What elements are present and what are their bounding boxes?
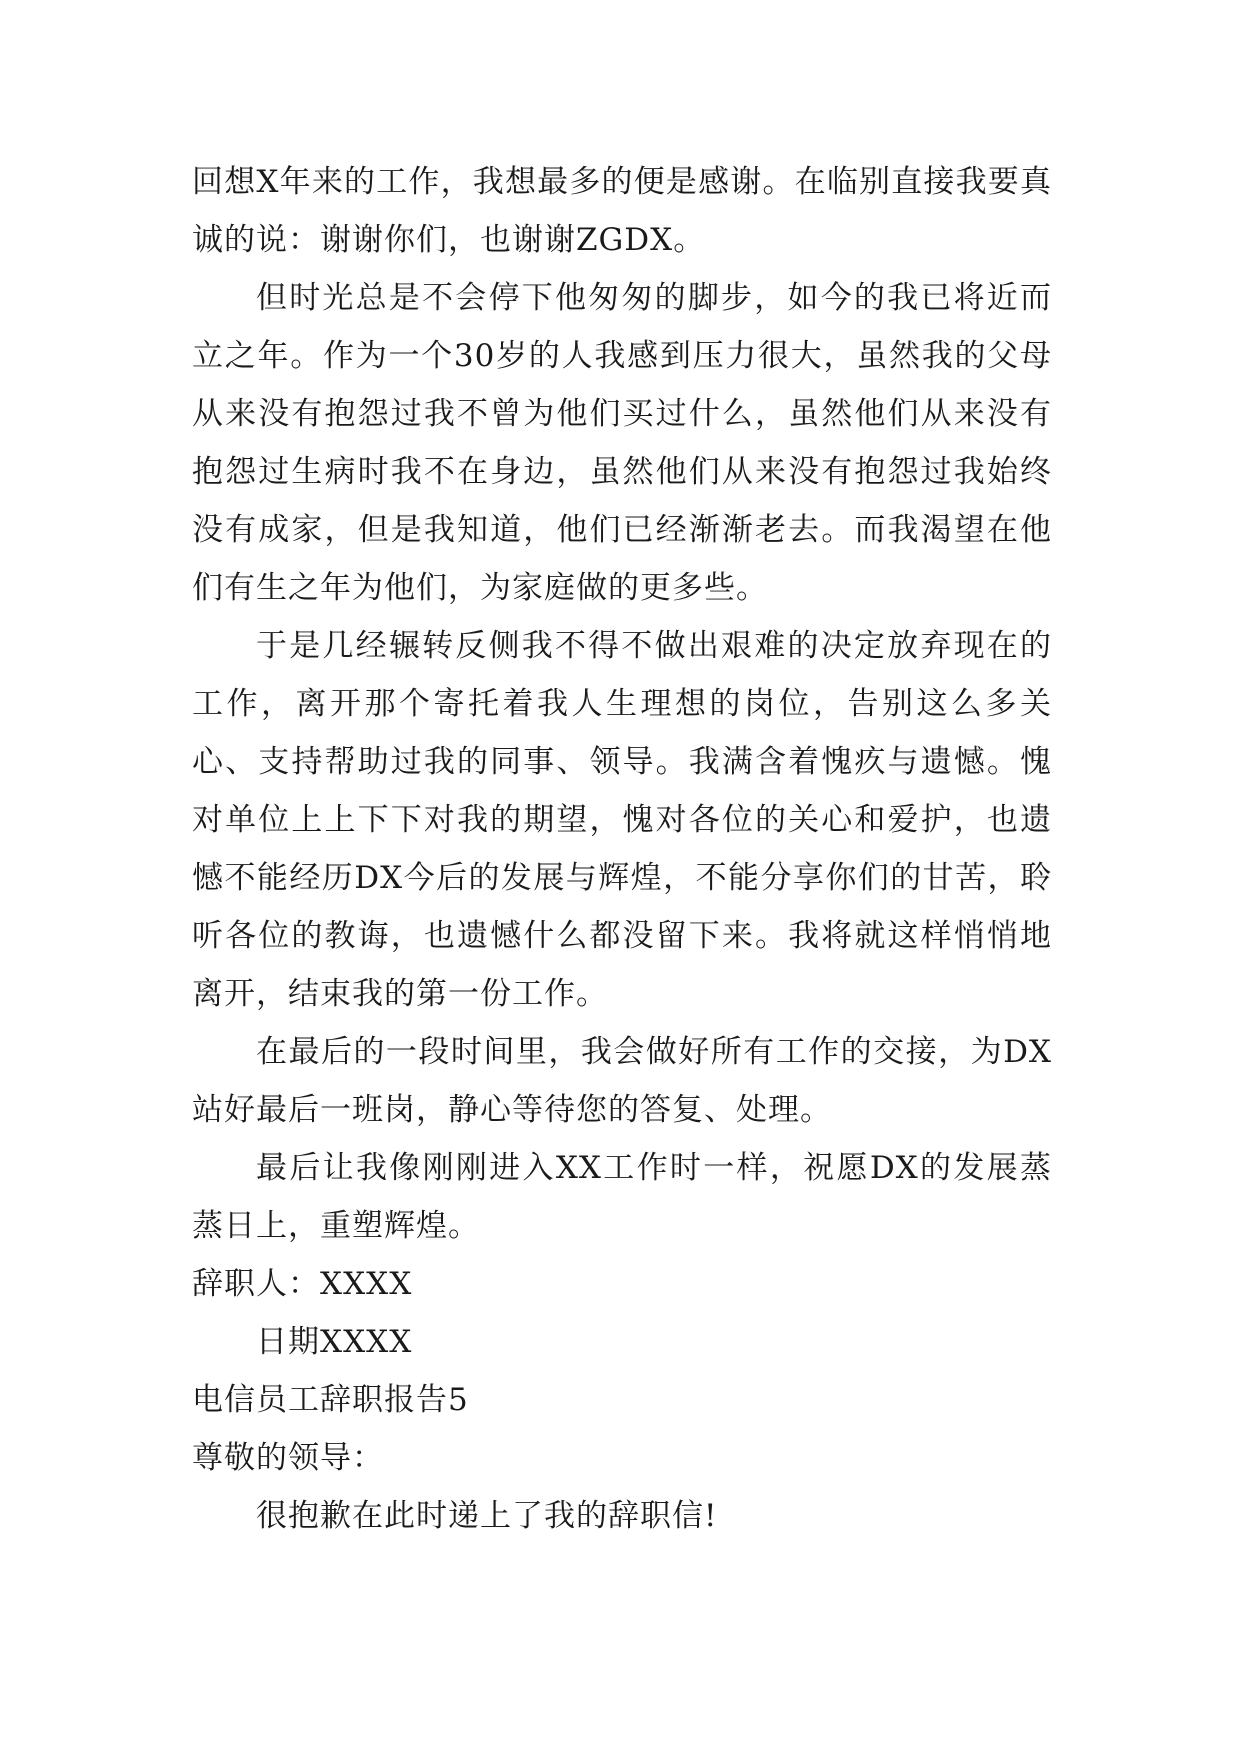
paragraph-handover: 在最后的一段时间里，我会做好所有工作的交接，为DX站好最后一班岗，静心等待您的答复、处理。	[192, 1034, 1052, 1128]
paragraph-gratitude: 回想X年来的工作，我想最多的便是感谢。在临别直接我要真诚的说：谢谢你们，也谢谢ZGDX。	[192, 164, 1052, 258]
section-title: 电信员工辞职报告5	[192, 1382, 469, 1418]
paragraph-decision: 于是几经辗转反侧我不得不做出艰难的决定放弃现在的工作，离开那个寄托着我人生理想的岗位，告别这么多关心、支持帮助过我的同事、领导。我满含着愧疚与遗憾。愧对单位上上下下对我的期望，愧对各位的关心和爱护，也遗憾不能经历DX今后的发展与辉煌，不能分享你们的甘苦，聆听各位的教诲，也遗憾什么都没留下来。我将就这样悄悄地离开，结束我的第一份工作。	[192, 628, 1052, 1012]
opening-line: 很抱歉在此时递上了我的辞职信!	[256, 1498, 718, 1534]
signature-line: 辞职人：XXXX	[192, 1266, 413, 1302]
document-page	[192, 153, 1052, 1545]
salutation: 尊敬的领导：	[192, 1440, 384, 1476]
paragraph-wishes: 最后让我像刚刚进入XX工作时一样，祝愿DX的发展蒸蒸日上，重塑辉煌。	[192, 1150, 1052, 1244]
date-line: 日期XXXX	[256, 1324, 413, 1360]
paragraph-reason: 但时光总是不会停下他匆匆的脚步，如今的我已将近而立之年。作为一个30岁的人我感到压力很大，虽然我的父母从来没有抱怨过我不曾为他们买过什么，虽然他们从来没有抱怨过生病时我不在身边，虽然他们从来没有抱怨过我始终没有成家，但是我知道，他们已经渐渐老去。而我渴望在他们有生之年为他们，为家庭做的更多些。	[192, 280, 1052, 606]
